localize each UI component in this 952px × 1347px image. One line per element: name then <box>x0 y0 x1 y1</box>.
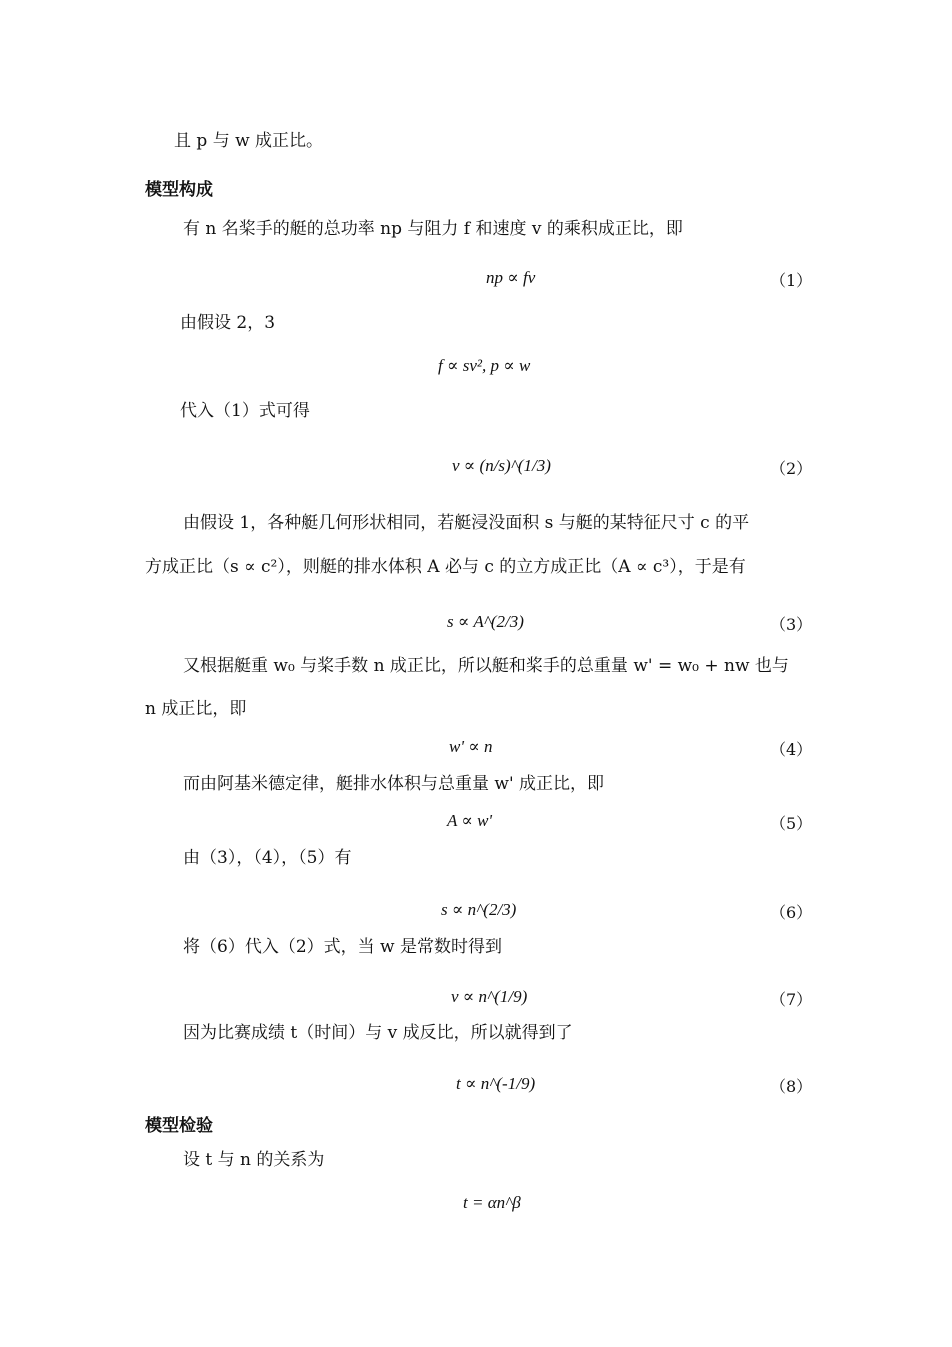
equation-number: （7） <box>770 990 813 1009</box>
equation-number: （8） <box>770 1077 813 1096</box>
equation: A ∝ w' <box>447 811 493 830</box>
text-line: 由（3），（4），（5）有 <box>183 848 352 868</box>
equation: np ∝ fv <box>486 268 536 287</box>
text-line: n 成正比，即 <box>145 699 247 719</box>
text-line: 而由阿基米德定律，艇排水体积与总重量 w' 成正比，即 <box>183 774 605 794</box>
section-heading: 模型构成 <box>145 180 213 200</box>
equation: v ∝ (n/s)^(1/3) <box>452 456 551 475</box>
text-line: 且 p 与 w 成正比。 <box>174 131 324 151</box>
equation: t ∝ n^(-1/9) <box>456 1074 536 1093</box>
section-heading: 模型检验 <box>145 1116 213 1136</box>
equation: w' ∝ n <box>449 737 493 756</box>
equation-number: （2） <box>770 459 813 478</box>
equation: v ∝ n^(1/9) <box>451 987 528 1006</box>
text-line: 有 n 名桨手的艇的总功率 np 与阻力 f 和速度 v 的乘积成正比，即 <box>183 219 683 239</box>
text-line: 由假设 1，各种艇几何形状相同，若艇浸没面积 s 与艇的某特征尺寸 c 的平 <box>183 513 750 533</box>
equation: t = αn^β <box>463 1193 521 1212</box>
equation-number: （6） <box>770 903 813 922</box>
text-line: 代入（1）式可得 <box>180 401 310 421</box>
text-line: 设 t 与 n 的关系为 <box>183 1150 325 1170</box>
text-line: 将（6）代入（2）式，当 w 是常数时得到 <box>183 937 502 957</box>
text-line: 由假设 2，3 <box>180 313 276 333</box>
equation: f ∝ sv², p ∝ w <box>438 356 531 375</box>
equation-number: （5） <box>770 814 813 833</box>
equation-number: （3） <box>770 615 813 634</box>
equation: s ∝ A^(2/3) <box>447 612 524 631</box>
text-line: 又根据艇重 w₀ 与桨手数 n 成正比，所以艇和桨手的总重量 w' = w₀ + nw 也与 <box>183 656 789 676</box>
equation-number: （1） <box>770 271 813 290</box>
text-line: 方成正比（s ∝ c²），则艇的排水体积 A 必与 c 的立方成正比（A ∝ c³），于是有 <box>145 557 746 577</box>
text-line: 因为比赛成绩 t（时间）与 v 成反比，所以就得到了 <box>183 1023 573 1043</box>
equation: s ∝ n^(2/3) <box>441 900 517 919</box>
equation-number: （4） <box>770 740 813 759</box>
